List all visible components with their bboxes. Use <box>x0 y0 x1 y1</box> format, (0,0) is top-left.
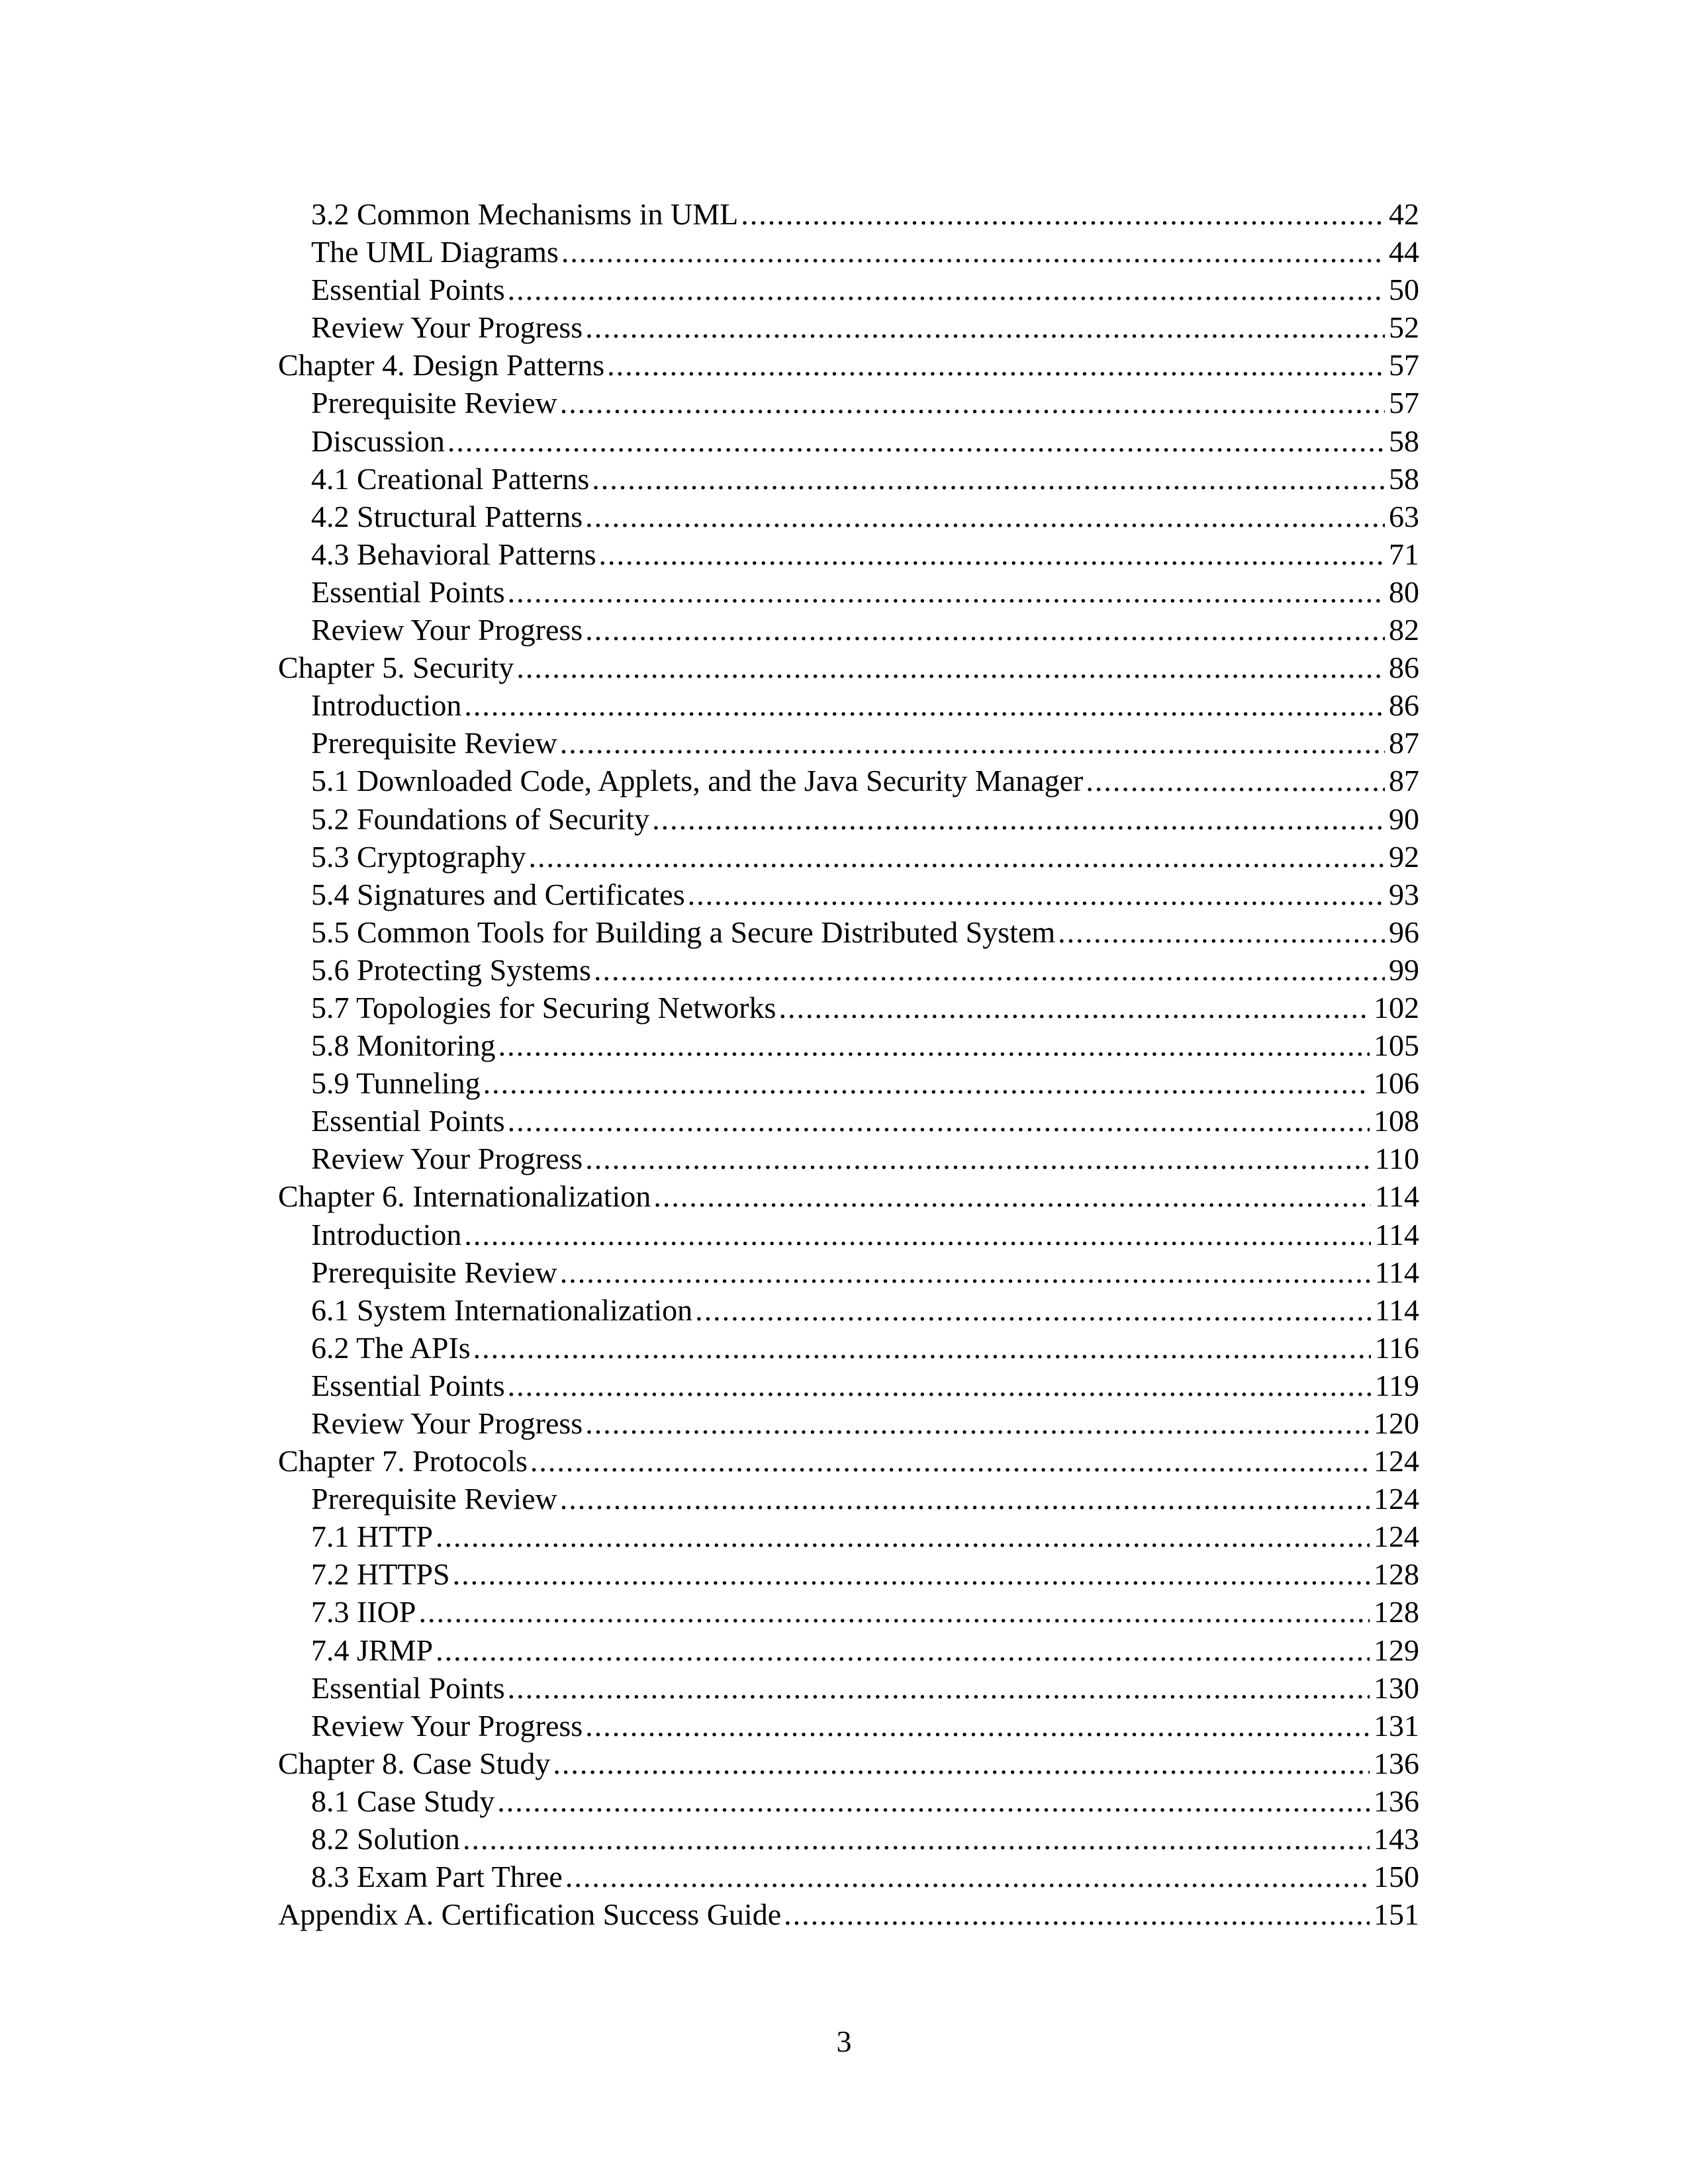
toc-entry-page: 92 <box>1389 839 1419 874</box>
toc-entry-title: Chapter 8. Case Study <box>278 1746 551 1780</box>
toc-entry-page: 96 <box>1389 915 1419 949</box>
toc-entry-page: 114 <box>1374 1179 1419 1214</box>
toc-chapter-entry <box>278 1177 1419 1215</box>
toc-section-entry <box>278 271 1419 308</box>
toc-chapter-entry <box>278 1895 1419 1933</box>
toc-dot-leader <box>463 1820 1370 1858</box>
toc-dot-leader <box>784 1895 1370 1933</box>
toc-entry-page: 131 <box>1374 1708 1419 1743</box>
toc-dot-leader <box>464 686 1385 724</box>
toc-entry-page: 128 <box>1374 1557 1419 1592</box>
toc-dot-leader <box>508 1102 1370 1140</box>
toc-entry-title: 5.4 Signatures and Certificates <box>311 877 685 911</box>
table-of-contents <box>278 195 1419 1933</box>
toc-entry-page: 128 <box>1374 1595 1419 1629</box>
toc-entry-page: 110 <box>1374 1142 1419 1176</box>
toc-entry-title: 3.2 Common Mechanisms in UML <box>311 197 739 231</box>
toc-dot-leader <box>508 1669 1370 1707</box>
toc-section-entry <box>278 1480 1419 1518</box>
toc-entry-title: Chapter 6. Internationalization <box>278 1179 651 1214</box>
toc-entry-title: Discussion <box>311 424 445 458</box>
toc-section-entry <box>278 1631 1419 1669</box>
toc-section-entry <box>278 573 1419 611</box>
toc-section-entry <box>278 1253 1419 1291</box>
toc-entry-page: 63 <box>1389 499 1419 533</box>
toc-entry-title: Review Your Progress <box>311 613 583 647</box>
toc-section-entry <box>278 233 1419 271</box>
toc-entry-title: Introduction <box>311 1217 462 1251</box>
toc-dot-leader <box>561 233 1385 271</box>
toc-entry-title: 5.3 Cryptography <box>311 839 526 874</box>
toc-entry-title: 8.2 Solution <box>311 1822 460 1856</box>
toc-entry-title: Review Your Progress <box>311 1708 583 1743</box>
toc-entry-title: 5.8 Monitoring <box>311 1028 496 1063</box>
toc-dot-leader <box>508 573 1385 611</box>
toc-entry-page: 116 <box>1374 1330 1419 1365</box>
toc-section-entry <box>278 498 1419 535</box>
toc-dot-leader <box>565 1858 1370 1895</box>
toc-entry-title: Review Your Progress <box>311 1406 583 1440</box>
toc-entry-title: Chapter 7. Protocols <box>278 1444 528 1479</box>
toc-dot-leader <box>529 838 1385 876</box>
toc-section-entry <box>278 951 1419 989</box>
toc-entry-title: 5.5 Common Tools for Building a Secure Distributed System <box>311 915 1056 949</box>
toc-section-entry <box>278 913 1419 951</box>
toc-entry-page: 124 <box>1374 1520 1419 1554</box>
toc-entry-title: Essential Points <box>311 1670 505 1705</box>
toc-dot-leader <box>585 1140 1371 1177</box>
toc-entry-title: 7.2 HTTPS <box>311 1557 450 1592</box>
toc-dot-leader <box>592 460 1385 498</box>
toc-section-entry <box>278 1404 1419 1442</box>
toc-section-entry <box>278 1669 1419 1707</box>
toc-dot-leader <box>453 1555 1370 1593</box>
toc-entry-title: The UML Diagrams <box>311 235 559 269</box>
toc-entry-title: Prerequisite Review <box>311 386 557 420</box>
toc-entry-page: 44 <box>1389 235 1419 269</box>
toc-section-entry <box>278 724 1419 762</box>
toc-dot-leader <box>599 535 1385 573</box>
toc-entry-title: Essential Points <box>311 273 505 307</box>
toc-dot-leader <box>553 1745 1370 1782</box>
toc-section-entry <box>278 1140 1419 1177</box>
toc-section-entry <box>278 989 1419 1026</box>
toc-dot-leader <box>560 1253 1371 1291</box>
toc-dot-leader <box>688 876 1385 913</box>
toc-section-entry <box>278 686 1419 724</box>
toc-dot-leader <box>585 1707 1370 1745</box>
toc-entry-page: 57 <box>1389 386 1419 420</box>
toc-section-entry <box>278 1555 1419 1593</box>
toc-section-entry <box>278 195 1419 233</box>
toc-entry-title: Review Your Progress <box>311 1142 583 1176</box>
toc-entry-page: 71 <box>1389 537 1419 571</box>
toc-entry-page: 86 <box>1389 688 1419 723</box>
toc-entry-page: 114 <box>1374 1217 1419 1251</box>
toc-entry-title: 5.6 Protecting Systems <box>311 952 591 987</box>
toc-entry-page: 57 <box>1389 348 1419 383</box>
toc-entry-page: 108 <box>1374 1104 1419 1138</box>
toc-entry-page: 114 <box>1374 1293 1419 1327</box>
toc-entry-page: 42 <box>1389 197 1419 231</box>
toc-entry-title: Essential Points <box>311 574 505 609</box>
toc-entry-title: 5.7 Topologies for Securing Networks <box>311 990 776 1024</box>
toc-section-entry <box>278 1518 1419 1555</box>
toc-entry-page: 58 <box>1389 424 1419 458</box>
toc-entry-page: 136 <box>1374 1746 1419 1780</box>
toc-section-entry <box>278 1329 1419 1367</box>
toc-entry-title: 5.2 Foundations of Security <box>311 801 650 836</box>
toc-section-entry <box>278 876 1419 913</box>
toc-entry-page: 58 <box>1389 461 1419 496</box>
toc-entry-page: 87 <box>1389 764 1419 798</box>
toc-section-entry <box>278 800 1419 838</box>
toc-dot-leader <box>1058 913 1385 951</box>
toc-section-entry <box>278 1858 1419 1895</box>
toc-entry-title: Chapter 4. Design Patterns <box>278 348 605 383</box>
toc-entry-page: 86 <box>1389 651 1419 685</box>
toc-entry-title: Prerequisite Review <box>311 1255 557 1289</box>
toc-dot-leader <box>508 271 1385 308</box>
toc-dot-leader <box>607 346 1385 384</box>
toc-entry-title: 8.1 Case Study <box>311 1784 495 1818</box>
toc-entry-title: Prerequisite Review <box>311 1482 557 1516</box>
toc-chapter-entry <box>278 1442 1419 1480</box>
toc-dot-leader <box>778 989 1370 1026</box>
toc-entry-page: 150 <box>1374 1860 1419 1894</box>
toc-dot-leader <box>653 1177 1370 1215</box>
toc-entry-page: 80 <box>1389 574 1419 609</box>
toc-chapter-entry <box>278 346 1419 384</box>
toc-dot-leader <box>594 951 1385 989</box>
toc-dot-leader <box>560 724 1385 762</box>
toc-chapter-entry <box>278 649 1419 686</box>
toc-entry-page: 130 <box>1374 1670 1419 1705</box>
toc-entry-page: 105 <box>1374 1028 1419 1063</box>
toc-entry-page: 93 <box>1389 877 1419 911</box>
toc-section-entry <box>278 1782 1419 1820</box>
toc-entry-page: 102 <box>1374 990 1419 1024</box>
toc-entry-title: 4.2 Structural Patterns <box>311 499 583 533</box>
toc-dot-leader <box>530 1442 1370 1480</box>
toc-dot-leader <box>741 195 1385 233</box>
toc-entry-title: 6.1 System Internationalization <box>311 1293 693 1327</box>
toc-section-entry <box>278 460 1419 498</box>
toc-dot-leader <box>585 308 1385 346</box>
toc-entry-page: 52 <box>1389 310 1419 345</box>
toc-entry-title: 7.3 IIOP <box>311 1595 416 1629</box>
toc-dot-leader <box>473 1329 1371 1367</box>
toc-entry-title: 8.3 Exam Part Three <box>311 1860 563 1894</box>
toc-section-entry <box>278 1367 1419 1404</box>
toc-entry-title: Appendix A. Certification Success Guide <box>278 1897 782 1932</box>
toc-section-entry <box>278 1026 1419 1064</box>
toc-entry-title: Chapter 5. Security <box>278 651 514 685</box>
toc-entry-title: 7.1 HTTP <box>311 1520 433 1554</box>
toc-entry-title: 5.9 Tunneling <box>311 1066 481 1101</box>
toc-section-entry <box>278 1216 1419 1253</box>
toc-entry-page: 124 <box>1374 1444 1419 1479</box>
toc-entry-title: Prerequisite Review <box>311 726 557 760</box>
toc-entry-page: 120 <box>1374 1406 1419 1440</box>
toc-dot-leader <box>1086 762 1385 799</box>
toc-dot-leader <box>508 1367 1371 1404</box>
toc-entry-page: 129 <box>1374 1633 1419 1667</box>
toc-entry-page: 143 <box>1374 1822 1419 1856</box>
toc-entry-page: 82 <box>1389 613 1419 647</box>
toc-dot-leader <box>585 1404 1370 1442</box>
toc-dot-leader <box>464 1216 1370 1253</box>
toc-dot-leader <box>560 1480 1370 1518</box>
toc-section-entry <box>278 1291 1419 1329</box>
toc-entry-title: Review Your Progress <box>311 310 583 345</box>
toc-entry-title: 4.3 Behavioral Patterns <box>311 537 596 571</box>
toc-section-entry <box>278 838 1419 876</box>
toc-entry-page: 124 <box>1374 1482 1419 1516</box>
toc-section-entry <box>278 1707 1419 1745</box>
toc-dot-leader <box>498 1026 1370 1064</box>
toc-section-entry <box>278 384 1419 422</box>
toc-entry-page: 99 <box>1389 952 1419 987</box>
toc-entry-page: 106 <box>1374 1066 1419 1101</box>
toc-section-entry <box>278 308 1419 346</box>
toc-section-entry <box>278 1820 1419 1858</box>
toc-dot-leader <box>560 384 1385 422</box>
toc-entry-page: 50 <box>1389 273 1419 307</box>
toc-section-entry <box>278 611 1419 649</box>
toc-entry-title: 7.4 JRMP <box>311 1633 434 1667</box>
toc-entry-title: 5.1 Downloaded Code, Applets, and the Java Security Manager <box>311 764 1084 798</box>
toc-entry-page: 136 <box>1374 1784 1419 1818</box>
toc-dot-leader <box>585 611 1385 649</box>
toc-entry-title: Essential Points <box>311 1368 505 1402</box>
toc-section-entry <box>278 1593 1419 1631</box>
toc-chapter-entry <box>278 1745 1419 1782</box>
toc-entry-page: 114 <box>1374 1255 1419 1289</box>
toc-entry-page: 90 <box>1389 801 1419 836</box>
toc-dot-leader <box>516 649 1385 686</box>
toc-entry-page: 119 <box>1374 1368 1419 1402</box>
toc-section-entry <box>278 1064 1419 1102</box>
toc-entry-page: 151 <box>1374 1897 1419 1932</box>
toc-entry-title: Essential Points <box>311 1104 505 1138</box>
toc-dot-leader <box>447 422 1385 460</box>
toc-dot-leader <box>695 1291 1371 1329</box>
toc-dot-leader <box>652 800 1385 838</box>
toc-section-entry <box>278 422 1419 460</box>
toc-section-entry <box>278 1102 1419 1140</box>
toc-entry-title: 6.2 The APIs <box>311 1330 471 1365</box>
toc-section-entry <box>278 762 1419 799</box>
toc-dot-leader <box>585 498 1385 535</box>
toc-entry-title: Introduction <box>311 688 462 723</box>
toc-section-entry <box>278 535 1419 573</box>
toc-dot-leader <box>418 1593 1370 1631</box>
toc-dot-leader <box>436 1631 1370 1669</box>
toc-dot-leader <box>497 1782 1370 1820</box>
toc-dot-leader <box>483 1064 1370 1102</box>
toc-dot-leader <box>436 1518 1370 1555</box>
page-number: 3 <box>836 2025 852 2058</box>
toc-entry-page: 87 <box>1389 726 1419 760</box>
toc-entry-title: 4.1 Creational Patterns <box>311 461 590 496</box>
